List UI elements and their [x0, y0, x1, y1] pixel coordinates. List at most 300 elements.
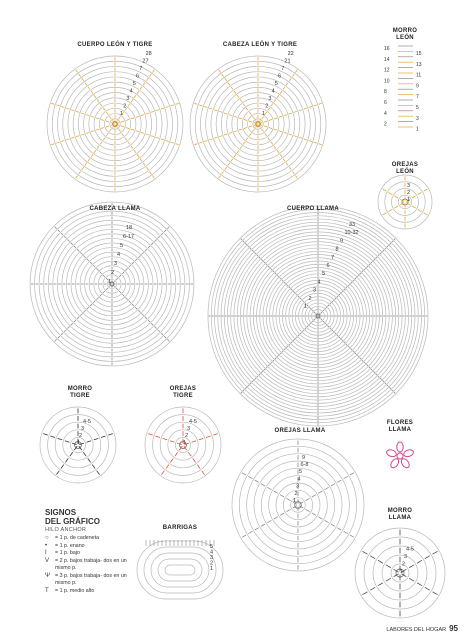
row-number: 9: [416, 83, 419, 90]
stitch-mark: [386, 565, 391, 568]
stitch-mark: [309, 107, 312, 108]
stitch-mark: [116, 123, 119, 124]
row-number: 2: [308, 295, 312, 302]
stitch-mark: [97, 471, 100, 475]
stitch-mark: [424, 213, 428, 215]
row-number: 28: [145, 51, 152, 57]
title-orejas-llama: OREJAS LLAMA: [274, 428, 326, 434]
stitch-mark: [268, 364, 269, 365]
stitch-mark: [299, 110, 302, 111]
stitch-mark: [271, 104, 273, 107]
stitch-mark: [138, 256, 140, 258]
round-ring: [99, 108, 130, 139]
stitch-mark: [86, 132, 89, 133]
stitch-mark: [142, 314, 144, 316]
stitch-mark: [90, 304, 92, 306]
stitch-mark: [61, 465, 64, 469]
stitch-mark: [284, 282, 285, 283]
stitch-mark: [362, 551, 367, 554]
stitch-mark: [148, 320, 150, 322]
stitch-mark: [418, 192, 422, 194]
stitch-mark: [93, 265, 95, 267]
stitch-mark: [76, 70, 78, 73]
row-number: 5: [299, 469, 303, 476]
stitch-mark: [334, 298, 335, 299]
stitch-mark: [274, 146, 276, 149]
stitch-mark: [332, 330, 333, 331]
stitch-mark: [312, 310, 313, 311]
stitch-mark: [121, 121, 124, 122]
stitch-mark: [344, 342, 345, 343]
stitch-mark: [225, 167, 227, 170]
legend-item: • = 1 p. enano: [45, 542, 85, 549]
row-number: 9: [302, 454, 306, 461]
row-number: 2: [79, 433, 83, 439]
oval-row: [151, 553, 209, 587]
stitch-mark: [50, 436, 55, 438]
stitch-mark: [71, 110, 74, 111]
stitch-mark: [224, 113, 227, 114]
stitch-mark: [91, 131, 94, 132]
stitch-mark: [90, 262, 92, 264]
stitch-mark: [294, 111, 297, 112]
stitch-mark: [252, 116, 254, 119]
stitch-mark: [282, 280, 283, 281]
row-number: 5: [210, 544, 214, 550]
stitch-mark: [82, 167, 84, 170]
stitch-mark: [242, 535, 246, 537]
row-number: 3: [126, 96, 130, 102]
stitch-mark: [383, 189, 387, 191]
page-number: 95: [449, 624, 458, 633]
stitch-mark: [259, 124, 262, 125]
stitch-mark: [234, 116, 237, 117]
stitch-mark: [330, 303, 331, 304]
row-number: 3: [114, 261, 118, 267]
stitch-mark: [234, 131, 237, 132]
stitch-mark: [254, 378, 255, 379]
stitch-mark: [111, 124, 114, 125]
stitch-mark: [134, 150, 136, 153]
stitch-mark: [394, 206, 398, 208]
stitch-mark: [237, 95, 239, 98]
stitch-mark: [250, 383, 251, 384]
oval-row: [165, 565, 195, 575]
stitch-mark: [167, 227, 169, 229]
stitch-mark: [299, 137, 302, 138]
stitch-mark: [382, 380, 383, 381]
stitch-mark: [268, 266, 269, 267]
stitch-mark: [202, 471, 205, 475]
stitch-mark: [277, 275, 278, 276]
stitch-mark: [244, 119, 247, 120]
stitch-mark: [154, 239, 156, 241]
stitch-mark: [231, 159, 233, 162]
stitch-mark: [309, 307, 310, 308]
stitch-mark: [122, 133, 124, 136]
stitch-mark: [140, 159, 142, 162]
row-number: 2: [407, 190, 411, 196]
stitch-mark: [136, 131, 139, 132]
stitch-mark: [417, 583, 422, 586]
stitch-mark: [350, 473, 354, 475]
stitch-mark: [119, 291, 121, 293]
stitch-mark: [262, 129, 264, 132]
stitch-mark: [239, 129, 242, 130]
stitch-mark: [81, 134, 84, 135]
row-number: 3: [404, 554, 408, 560]
stitch-mark: [126, 128, 129, 129]
stitch-mark: [280, 495, 284, 497]
round-ring: [78, 87, 151, 160]
title-barrigas: BARRIGAS: [162, 525, 198, 531]
stitch-mark: [254, 123, 257, 124]
stitch-mark: [58, 438, 63, 440]
stitch-mark: [373, 259, 374, 260]
stitch-mark: [433, 592, 438, 595]
stitch-mark: [119, 275, 121, 277]
stitch-mark: [330, 328, 331, 329]
stitch-mark: [305, 498, 309, 500]
stitch-mark: [289, 78, 291, 81]
stitch-mark: [219, 70, 221, 73]
stitch-mark: [61, 140, 64, 141]
increase-three-icon: Ψ: [45, 572, 51, 579]
stitch-mark: [231, 87, 233, 90]
stitch-mark: [156, 137, 159, 138]
stitch-mark: [58, 230, 60, 232]
stitch-mark: [325, 307, 326, 308]
stitch-mark: [304, 108, 307, 109]
stitch-mark: [417, 560, 422, 563]
stitch-mark: [369, 264, 370, 265]
row-number: 3: [187, 426, 191, 432]
stitch-mark: [222, 74, 224, 77]
stitch-mark: [267, 520, 271, 522]
row-number: 2: [210, 560, 214, 567]
stitch-mark: [206, 436, 211, 438]
stitch-mark: [79, 74, 81, 77]
stitch-mark: [243, 104, 245, 107]
stitch-mark: [392, 390, 393, 391]
stitch-mark: [286, 509, 290, 511]
stitch-mark: [229, 115, 232, 116]
stitch-mark: [244, 128, 247, 129]
stitch-mark: [252, 129, 254, 132]
stitch-mark: [389, 192, 393, 194]
stitch-mark: [61, 233, 63, 235]
row-number: 11: [416, 72, 422, 79]
stitch-mark: [243, 142, 245, 145]
stitch-mark: [274, 491, 278, 493]
stitch-mark: [249, 126, 252, 127]
stitch-mark: [156, 110, 159, 111]
stitch-mark: [125, 137, 127, 140]
row-number: 8: [335, 246, 339, 253]
stitch-mark: [261, 371, 262, 372]
stitch-mark: [279, 116, 282, 117]
stitch-mark: [166, 107, 169, 108]
stitch-mark: [176, 144, 179, 145]
stitch-mark: [146, 78, 148, 81]
stitch-mark: [103, 108, 105, 111]
stitch-mark: [286, 346, 287, 347]
stitch-mark: [348, 284, 349, 285]
stitch-mark: [100, 272, 102, 274]
stitch-mark: [225, 78, 227, 81]
row-number: 12: [384, 67, 390, 74]
row-number: 18: [126, 225, 133, 231]
stitch-mark: [240, 146, 242, 149]
stitch-mark: [209, 108, 212, 109]
stitch-mark: [93, 301, 95, 303]
stitch-mark: [289, 344, 290, 345]
stitch-mark: [425, 556, 430, 559]
row-number: 3: [81, 426, 85, 432]
stitch-mark: [279, 131, 282, 132]
stitch-mark: [88, 458, 91, 462]
stitch-mark: [77, 317, 79, 319]
stitch-mark: [275, 273, 276, 274]
stitch-mark: [109, 116, 111, 119]
stitch-mark: [100, 104, 102, 107]
oval-row: [144, 547, 216, 593]
stitch-mark: [424, 189, 428, 191]
stitch-mark: [80, 314, 82, 316]
stitch-mark: [151, 323, 153, 325]
row-number: 8: [384, 89, 387, 96]
stitch-mark: [246, 108, 248, 111]
stitch-mark: [394, 196, 398, 198]
stitch-mark: [228, 163, 230, 166]
stitch-mark: [264, 121, 267, 122]
title-morro-llama: MORRO LLAMA: [387, 508, 413, 521]
stitch-mark: [129, 301, 131, 303]
stitch-mark: [158, 330, 160, 332]
stitch-mark: [292, 74, 294, 77]
stitch-mark: [243, 390, 244, 391]
stitch-mark: [366, 364, 367, 365]
stitch-mark: [248, 476, 252, 478]
stitch-mark: [275, 358, 276, 359]
stitch-mark: [164, 336, 166, 338]
stitch-mark: [293, 339, 294, 340]
stitch-mark: [116, 278, 118, 280]
stitch-mark: [193, 458, 196, 462]
stitch-mark: [132, 304, 134, 306]
stitch-mark: [284, 348, 285, 349]
stitch-mark: [289, 113, 292, 114]
stitch-mark: [204, 140, 207, 141]
stitch-mark: [344, 289, 345, 290]
stitch-mark: [355, 353, 356, 354]
stitch-mark: [331, 484, 335, 486]
stitch-mark: [126, 119, 129, 120]
stitch-mark: [346, 287, 347, 288]
stitch-mark: [274, 517, 278, 519]
stitch-mark: [88, 87, 90, 90]
stitch-mark: [394, 392, 395, 393]
row-number: 3: [210, 555, 214, 561]
stitch-mark: [371, 369, 372, 370]
stitch-mark: [255, 480, 259, 482]
stitch-mark: [71, 137, 74, 138]
row-number: 1: [77, 440, 81, 446]
stitch-mark: [314, 105, 317, 106]
stitch-mark: [161, 233, 163, 235]
stitch-mark: [228, 82, 230, 85]
stitch-mark: [97, 146, 99, 149]
stitch-mark: [298, 296, 299, 297]
stitch-mark: [364, 362, 365, 363]
row-number: 4: [117, 252, 121, 258]
stitch-mark: [85, 163, 87, 166]
stitch-mark: [155, 436, 160, 438]
stitch-mark: [389, 387, 390, 388]
stitch-mark: [170, 458, 173, 462]
row-number: 4: [384, 110, 387, 117]
row-number: 15: [416, 51, 422, 57]
stitch-mark: [109, 129, 111, 132]
stitch-mark: [312, 321, 313, 322]
stitch-mark: [71, 243, 73, 245]
row-number: 5: [132, 81, 136, 87]
stitch-mark: [125, 297, 127, 299]
stitch-mark: [122, 272, 124, 274]
stitch-mark: [164, 230, 166, 232]
stitch-mark: [353, 280, 354, 281]
stitch-mark: [43, 434, 48, 436]
stitch-mark: [56, 471, 59, 475]
stitch-mark: [380, 252, 381, 253]
stitch-mark: [132, 262, 134, 264]
stitch-mark: [125, 268, 127, 270]
flower-petal: [386, 449, 397, 458]
stitch-mark: [213, 434, 218, 436]
stitch-mark: [382, 250, 383, 251]
row-number: 6: [136, 73, 140, 80]
stitch-mark: [378, 560, 383, 563]
half-double-crochet-icon: T: [45, 587, 49, 594]
title-cuerpo-leon-tigre: CUERPO LEÓN Y TIGRE: [77, 42, 153, 48]
stitch-mark: [66, 139, 69, 140]
row-number: 2: [384, 121, 387, 128]
stitch-mark: [146, 134, 149, 135]
row-number: 16: [384, 46, 390, 52]
stitch-mark: [271, 142, 273, 145]
stitch-mark: [300, 298, 301, 299]
stitch-mark: [334, 332, 335, 333]
stitch-mark: [176, 103, 179, 104]
stitch-mark: [433, 551, 438, 554]
stitch-mark: [294, 136, 297, 137]
stitch-mark: [378, 376, 379, 377]
row-number: 4-5: [189, 419, 197, 425]
stitch-mark: [300, 332, 301, 333]
stitch-mark: [364, 268, 365, 269]
stitch-mark: [145, 249, 147, 251]
stitch-mark: [166, 465, 169, 469]
row-number: 22: [287, 51, 294, 57]
stitch-mark: [366, 266, 367, 267]
stitch-mark: [229, 132, 232, 133]
row-number: 4: [129, 88, 133, 95]
stitch-mark: [76, 136, 79, 137]
stitch-mark: [331, 524, 335, 526]
stitch-mark: [121, 126, 124, 127]
stitch-mark: [96, 118, 99, 119]
stitch-mark: [242, 473, 246, 475]
row-number: 3: [407, 183, 411, 189]
row-number: 13: [416, 61, 422, 68]
stitch-mark: [286, 82, 288, 85]
stitch-mark: [249, 112, 251, 115]
stitch-mark: [362, 271, 363, 272]
stitch-mark: [171, 142, 174, 143]
stitch-mark: [325, 323, 326, 324]
stitch-mark: [134, 95, 136, 98]
stitch-mark: [378, 583, 383, 586]
stitch-mark: [143, 82, 145, 85]
stitch-mark: [245, 243, 246, 244]
stitch-mark: [137, 154, 139, 157]
stitch-mark: [274, 99, 276, 102]
stitch-mark: [103, 275, 105, 277]
stitch-mark: [97, 99, 99, 102]
stitch-mark: [219, 176, 221, 179]
magazine-name: LABORES DEL HOGAR: [386, 627, 447, 633]
stitch-mark: [350, 348, 351, 349]
stitch-mark: [295, 70, 297, 73]
chain-stitch-icon: ○: [45, 535, 49, 541]
row-number: 5: [274, 81, 278, 87]
stitch-mark: [337, 335, 338, 336]
title-orejas-leon: OREJAS LEÓN: [391, 162, 419, 175]
stitch-mark: [138, 310, 140, 312]
stitch-mark: [255, 528, 259, 530]
stitch-mark: [259, 374, 260, 375]
stitch-mark: [305, 509, 309, 511]
stitch-mark: [370, 587, 375, 590]
stitch-mark: [389, 209, 393, 211]
stitch-mark: [245, 387, 246, 388]
stitch-mark: [131, 118, 134, 119]
stitch-mark: [385, 383, 386, 384]
stitch-mark: [101, 436, 106, 438]
stitch-mark: [222, 171, 224, 174]
stitch-mark: [51, 144, 54, 145]
stitch-mark: [302, 330, 303, 331]
stitch-mark: [280, 278, 281, 279]
stitch-mark: [106, 121, 109, 122]
stitch-mark: [325, 487, 329, 489]
title-cabeza-leon-tigre: CABEZA LEÓN Y TIGRE: [222, 42, 298, 48]
stitch-mark: [219, 136, 222, 137]
stitch-mark: [224, 134, 227, 135]
stitch-mark: [337, 296, 338, 297]
stitch-mark: [309, 323, 310, 324]
stitch-mark: [151, 136, 154, 137]
row-number: 6-17: [123, 234, 135, 240]
stitch-mark: [286, 498, 290, 500]
stitch-mark: [194, 144, 197, 145]
row-number: 2: [185, 433, 189, 439]
stitch-mark: [248, 531, 252, 533]
stitch-mark: [161, 471, 164, 475]
row-number: 2: [294, 490, 298, 497]
stitch-mark: [266, 367, 267, 368]
stitch-mark: [148, 434, 153, 436]
